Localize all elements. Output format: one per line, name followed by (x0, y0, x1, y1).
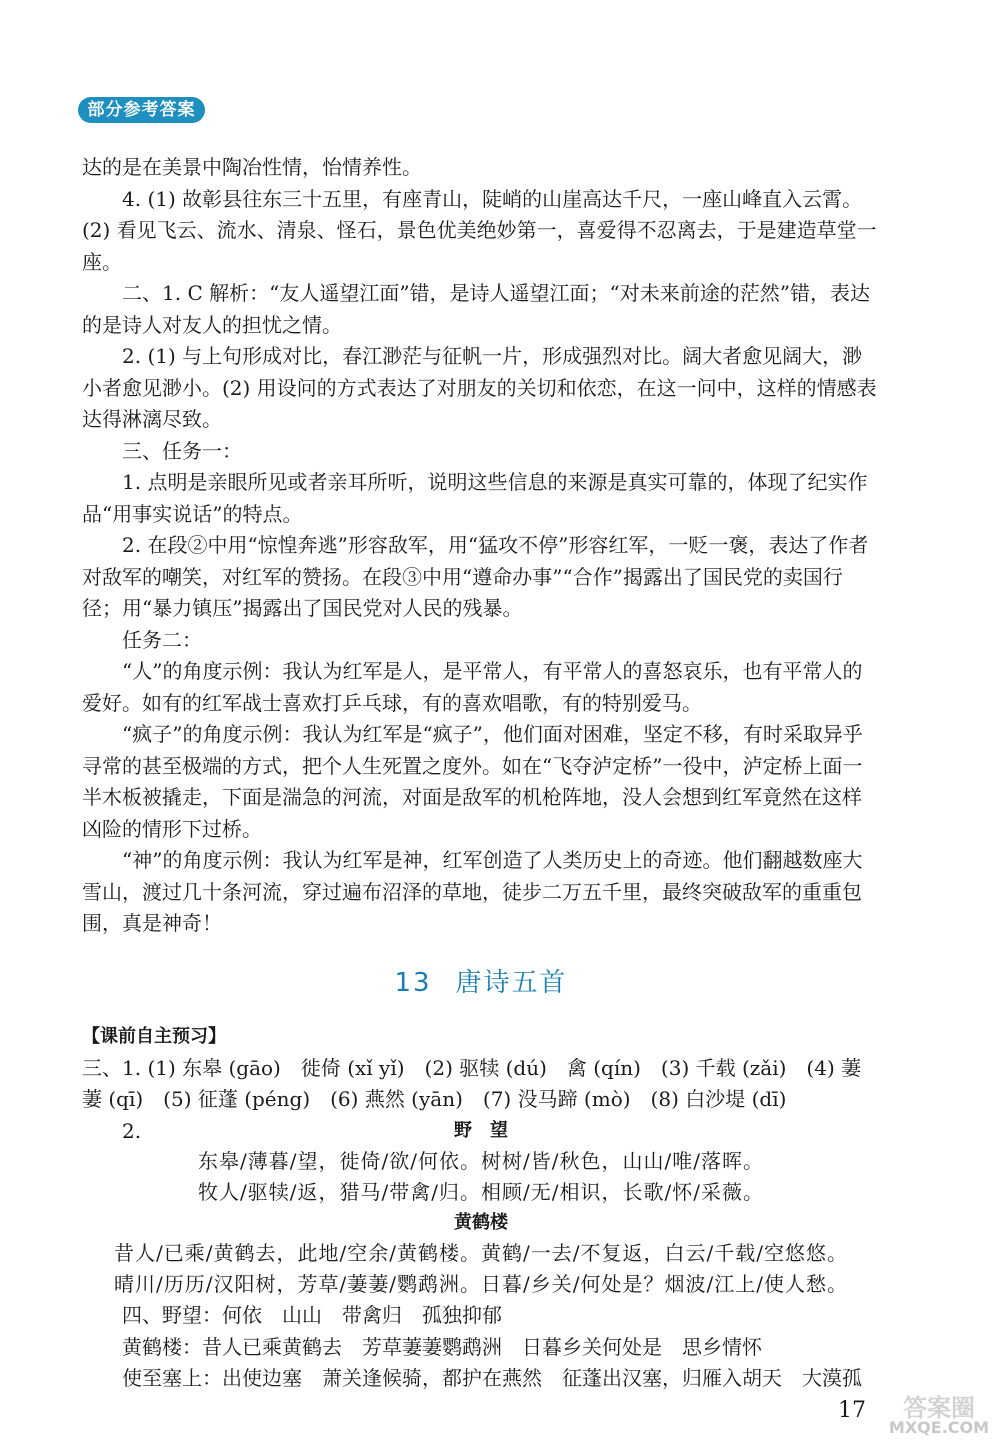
section-number: 13 (394, 967, 432, 998)
poem-line: 晴川/历历/汉阳树，芳草/萋萋/鹦鹉洲。日暮/乡关/何处是？烟波/江上/使人愁。 (114, 1272, 848, 1296)
watermark-bottom: MXQE.COM (888, 1418, 990, 1437)
paragraph: 达的是在美景中陶冶性情，怡情养性。 (82, 155, 422, 179)
page-number: 17 (838, 1398, 866, 1423)
paragraph: 2. 在段②中用“惊惶奔逃”形容敌军，用“猛攻不停”形容红军，一贬一褒，表达了作者对敌军的嘲笑，对红军的赞扬。在段③中用“遵命办事”“合作”揭露出了国民党的卖国行径；用“暴力镇压”揭露出了国民党对人民的残暴。 (82, 533, 869, 620)
poem-line: 东皋/薄暮/望，徙倚/欲/何依。树树/皆/秋色，山山/唯/落晖。 (198, 1149, 764, 1173)
watermark-top: 答案圈 (903, 1394, 975, 1422)
paragraph: “疯子”的角度示例：我认为红军是“疯子”，他们面对困难，坚定不移，有时采取异乎寻常的甚至极端的方式，把个人生死置之度外。如在“飞夺泸定桥”一役中，泸定桥上面一半木板被撬走，下面是湍急的河流，对面是敌军的机枪阵地，没人会想到红军竟然在这样凶险的情形下过桥。 (82, 722, 863, 841)
paragraph: 三、任务一： (122, 438, 242, 463)
paragraph: 2. (1) 与上句形成对比，春江渺茫与征帆一片，形成强烈对比。阔大者愈见阔大，渺小者愈见渺小。(2) 用设问的方式表达了对朋友的关切和依恋，在这一问中，这样的情感表达得淋漓尽致。 (82, 344, 877, 431)
pinyin-paragraph: 三、1. (1) 东皋 (gāo) 徙倚 (xǐ yǐ) (2) 驱犊 (dú) 禽 (qín) (3) 千载 (zǎi) (4) 萋萋 (qī) (5) 征蓬 (péng) (6) 燕然 (yān) (7) 没马蹄 (mò) (8) 白沙堤 (dī) (82, 1055, 862, 1111)
preview-heading: 【课前自主预习】 (82, 1026, 226, 1047)
answer-line: 使至塞上：出使边塞 萧关逢候骑，都护在燕然 征蓬出汉塞，归雁入胡天 大漠孤 (122, 1366, 862, 1390)
poem-title: 野 望 (454, 1120, 508, 1141)
watermark-logo (880, 1394, 998, 1438)
paragraph: 任务二： (122, 627, 202, 652)
section-title-text: 唐诗五首 (455, 967, 568, 998)
section-badge: 部分参考答案 (78, 97, 205, 123)
page-content (82, 152, 880, 1395)
paragraph: 1. 点明是亲眼所见或者亲耳所听，说明这些信息的来源是真实可靠的，体现了纪实作品“用事实说话”的特点。 (82, 470, 868, 526)
poem-title: 黄鹤楼 (454, 1212, 508, 1233)
answer-line: 四、野望：何依 山山 带禽归 孤独抑郁 (122, 1303, 502, 1327)
paragraph: “神”的角度示例：我认为红军是神，红军创造了人类历史上的奇迹。他们翻越数座大雪山，渡过几十条河流，穿过遍布沼泽的草地，徒步二万五千里，最终突破敌军的重重包围，真是神奇！ (82, 848, 863, 935)
paragraph: 4. (1) 故彰县往东三十五里，有座青山，陡峭的山崖高达千尺，一座山峰直入云霄。(2) 看见飞云、流水、清泉、怪石，景色优美绝妙第一，喜爱得不忍离去，于是建造草堂一座。 (82, 186, 877, 274)
poem-line: 昔人/已乘/黄鹤去，此地/空余/黄鹤楼。黄鹤/一去/不复返，白云/千载/空悠悠。 (114, 1241, 848, 1265)
answer-line: 黄鹤楼：昔人已乘黄鹤去 芳草萋萋鹦鹉洲 日暮乡关何处是 思乡情怀 (122, 1334, 762, 1359)
poem-line: 牧人/驱犊/返，猎马/带禽/归。相顾/无/相识，长歌/怀/采薇。 (198, 1180, 764, 1204)
item-label: 2. (122, 1118, 142, 1143)
paragraph: 二、1. C 解析：“友人遥望江面”错，是诗人遥望江面；“对未来前途的茫然”错，表达的是诗人对友人的担忧之情。 (82, 281, 870, 337)
paragraph: “人”的角度示例：我认为红军是人，是平常人，有平常人的喜怒哀乐，也有平常人的爱好。如有的红军战士喜欢打乒乓球，有的喜欢唱歌，有的特别爱马。 (82, 659, 863, 715)
section-title (82, 968, 880, 1000)
